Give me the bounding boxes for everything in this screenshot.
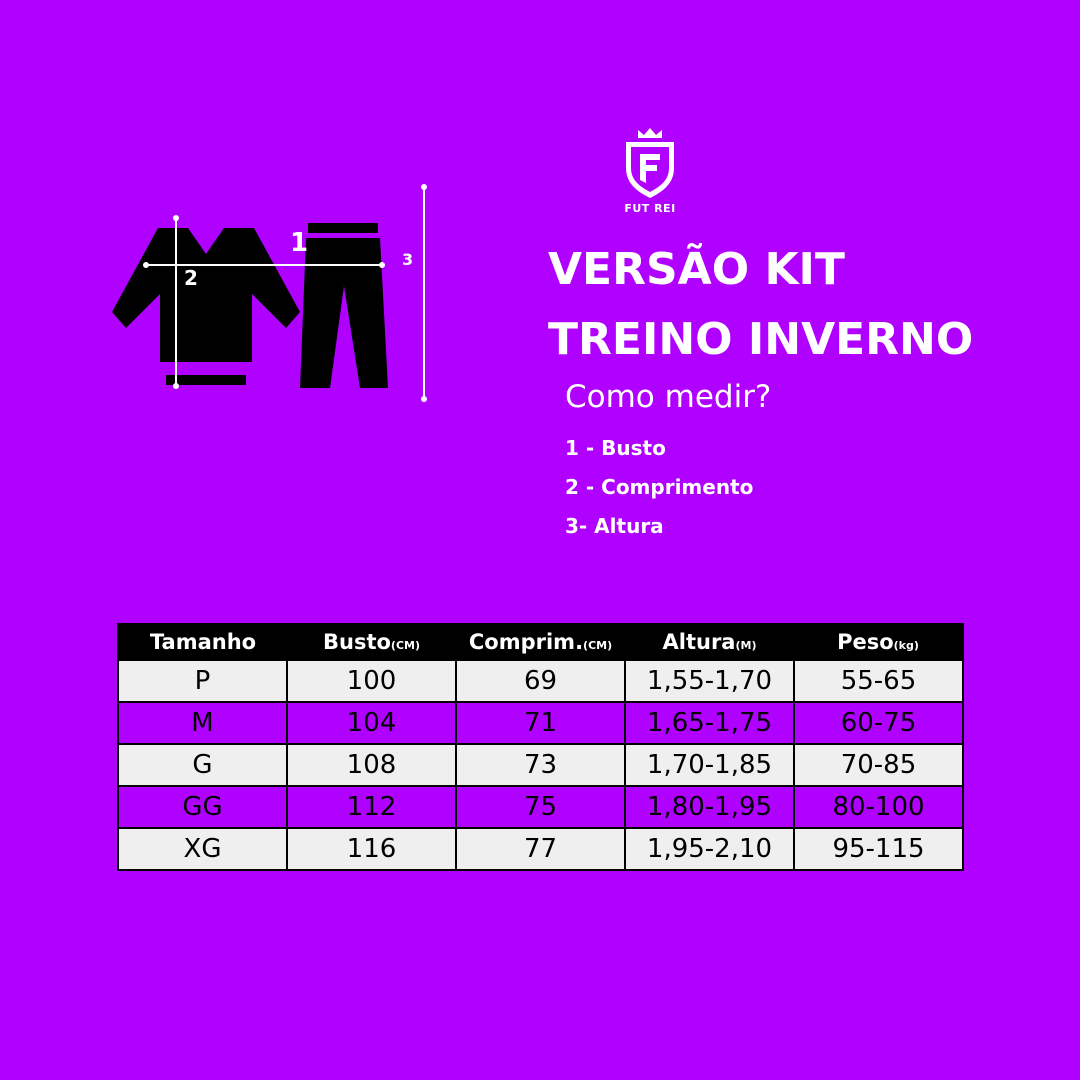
table-row <box>118 660 963 702</box>
table-cell: 1,70-1,85 <box>625 744 794 786</box>
header-altura: Altura(M) <box>625 624 794 660</box>
table-cell: M <box>118 702 287 744</box>
header-busto: Busto(CM) <box>287 624 456 660</box>
table-cell: XG <box>118 828 287 870</box>
table-header-row <box>118 624 963 660</box>
table-cell: 77 <box>456 828 625 870</box>
title-line-1: VERSÃO KIT <box>548 244 845 295</box>
measure-line-altura <box>421 184 427 402</box>
table-cell: 71 <box>456 702 625 744</box>
header-comprimento: Comprim.(CM) <box>456 624 625 660</box>
jacket-icon <box>112 228 300 385</box>
table-cell: 75 <box>456 786 625 828</box>
crowned-shield-f-icon <box>620 128 680 200</box>
table-cell: 1,55-1,70 <box>625 660 794 702</box>
table-cell: 70-85 <box>794 744 963 786</box>
table-cell: 116 <box>287 828 456 870</box>
table-cell: G <box>118 744 287 786</box>
table-cell: 112 <box>287 786 456 828</box>
size-table <box>117 623 964 871</box>
table-row <box>118 744 963 786</box>
header-peso: Peso(kg) <box>794 624 963 660</box>
table-cell: 100 <box>287 660 456 702</box>
subtitle: Como medir? <box>565 379 772 415</box>
table-cell: 1,95-2,10 <box>625 828 794 870</box>
table-cell: 1,80-1,95 <box>625 786 794 828</box>
table-cell: 104 <box>287 702 456 744</box>
pants-icon <box>300 223 388 388</box>
label-three: 3 <box>402 250 414 269</box>
table-cell: 1,65-1,75 <box>625 702 794 744</box>
label-one: 1 <box>290 228 309 258</box>
table-row <box>118 828 963 870</box>
label-two: 2 <box>184 266 198 290</box>
table-cell: 60-75 <box>794 702 963 744</box>
table-cell: P <box>118 660 287 702</box>
table-cell: 80-100 <box>794 786 963 828</box>
brand-logo <box>620 128 680 215</box>
table-row <box>118 786 963 828</box>
brand-name: FUT REI <box>624 202 676 215</box>
garment-illustration <box>100 180 440 410</box>
table-cell: 69 <box>456 660 625 702</box>
table-row <box>118 702 963 744</box>
legend-item-altura: 3- Altura <box>565 514 664 538</box>
table-cell: 108 <box>287 744 456 786</box>
table-cell: 73 <box>456 744 625 786</box>
legend-item-busto: 1 - Busto <box>565 436 666 460</box>
title-line-2: TREINO INVERNO <box>548 314 974 365</box>
legend-item-comprimento: 2 - Comprimento <box>565 475 754 499</box>
table-cell: GG <box>118 786 287 828</box>
table-cell: 95-115 <box>794 828 963 870</box>
table-cell: 55-65 <box>794 660 963 702</box>
header-tamanho: Tamanho <box>118 624 287 660</box>
